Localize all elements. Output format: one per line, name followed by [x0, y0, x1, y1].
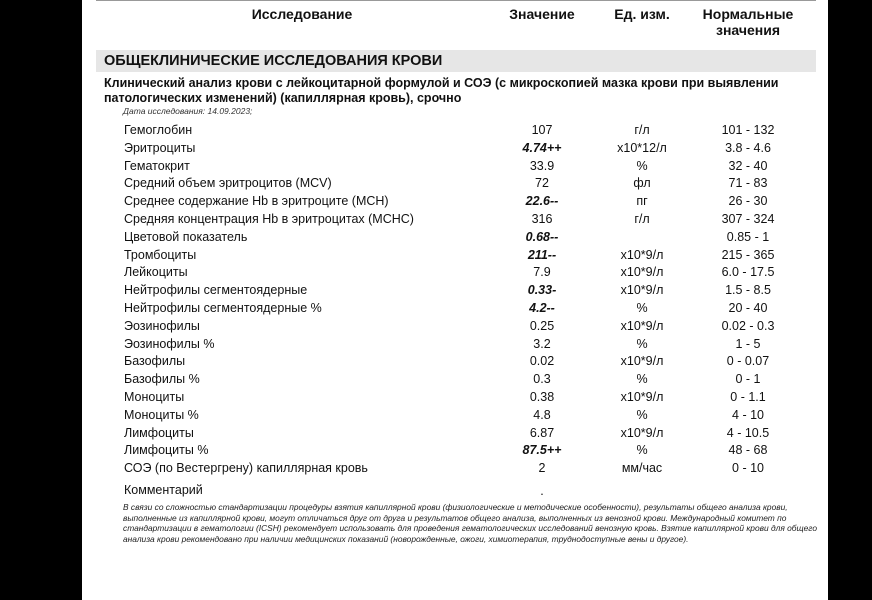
test-norm: 3.8 - 4.6: [725, 140, 771, 155]
test-unit: x10*12/л: [617, 140, 667, 155]
test-name: Средний объем эритроцитов (MCV): [124, 176, 332, 191]
test-norm: 0 - 1: [735, 372, 761, 387]
table-row: [82, 408, 828, 426]
test-value: 87.5++: [522, 443, 562, 458]
test-name: СОЭ (по Вестергрену) капиллярная кровь: [124, 461, 368, 476]
table-row: [82, 461, 828, 479]
test-unit: пг: [636, 194, 648, 209]
section-title: ОБЩЕКЛИНИЧЕСКИЕ ИССЛЕДОВАНИЯ КРОВИ: [104, 53, 443, 69]
test-value: 72: [535, 176, 549, 191]
test-norm: 101 - 132: [721, 123, 775, 137]
test-norm: 4 - 10.5: [726, 425, 770, 440]
table-row: [82, 283, 828, 301]
test-value: 6.87: [529, 425, 555, 440]
test-norm: 1 - 5: [735, 336, 761, 351]
test-value: 0.38: [529, 390, 555, 404]
test-value: 2: [538, 461, 546, 476]
test-value: 0.33-: [527, 283, 557, 298]
test-norm: 0.02 - 0.3: [721, 318, 775, 333]
test-name: Базофилы %: [124, 372, 200, 387]
test-norm: 0 - 10: [732, 461, 764, 476]
table-row: [82, 265, 828, 283]
table-row: [82, 123, 828, 141]
test-value: 33.9: [529, 158, 555, 173]
test-name: Лейкоциты: [124, 265, 188, 280]
table-row: [82, 176, 828, 194]
table-row: [82, 390, 828, 408]
table-row: [82, 159, 828, 177]
test-unit: %: [636, 301, 648, 315]
test-value: 0.68--: [525, 229, 559, 244]
table-row: [82, 248, 828, 266]
table-row: [82, 212, 828, 230]
test-norm: 32 - 40: [728, 158, 768, 173]
test-value: 4.2--: [529, 301, 555, 315]
test-name: Лимфоциты %: [124, 443, 209, 458]
column-header-unit: Ед. изм.: [614, 6, 670, 22]
table-row: [82, 230, 828, 248]
test-value: 22.6--: [525, 194, 559, 209]
test-unit: x10*9/л: [620, 425, 664, 440]
test-name: Моноциты: [124, 390, 185, 404]
comment-value: .: [540, 484, 544, 498]
test-unit: x10*9/л: [620, 247, 664, 262]
test-name: Гематокрит: [124, 158, 190, 173]
table-row: [82, 443, 828, 461]
column-header-value: Значение: [509, 6, 575, 22]
test-name: Базофилы: [124, 354, 186, 369]
test-unit: %: [636, 372, 648, 387]
test-value: 4.8: [533, 407, 551, 422]
footnote: В связи со сложностью стандартизации процедуры взятия капиллярной крови (физиологические и методические особенности), результаты общего анализа крови, выполненные из капиллярной крови, могут отличаться друг от друга и результатов общего анализа, выполненных из венозной крови. Международный комитет по стандартизации в гематологии (ICSH) рекомендует использовать для проведения гематологических исследований венозную кровь. Взятие капиллярной крови для общего анализа крови рекомендовано при наличии медицинских показаний (новорожденные, ожоги, химиотерапия, труднодоступные вены и другое).: [123, 502, 817, 544]
test-value: 107: [531, 123, 553, 137]
column-header-norm: Нормальные значения: [702, 6, 794, 38]
table-row: [82, 354, 828, 372]
study-date: Дата исследования: 14.09.2023;: [123, 106, 253, 116]
column-header-study: Исследование: [251, 6, 353, 22]
test-norm: 20 - 40: [728, 301, 768, 315]
test-name: Тромбоциты: [124, 247, 197, 262]
test-norm: 0.85 - 1: [726, 229, 770, 244]
test-unit: г/л: [634, 123, 650, 137]
test-name: Средняя концентрация Hb в эритроцитах (MCHC): [124, 212, 414, 226]
test-name: Нейтрофилы сегментоядерные %: [124, 301, 322, 315]
test-unit: %: [636, 336, 648, 351]
test-unit: %: [636, 158, 648, 173]
test-name: Нейтрофилы сегментоядерные: [124, 283, 308, 298]
test-unit: x10*9/л: [620, 318, 664, 333]
table-row: [82, 301, 828, 319]
test-name: Гемоглобин: [124, 123, 193, 137]
table-row: [82, 372, 828, 390]
test-name: Эозинофилы: [124, 318, 200, 333]
test-unit: мм/час: [621, 461, 663, 476]
test-unit: %: [636, 407, 648, 422]
table-row: [82, 319, 828, 337]
test-value: 3.2: [533, 336, 551, 351]
test-name: Моноциты %: [124, 407, 199, 422]
test-norm: 71 - 83: [728, 176, 768, 191]
test-value: 0.02: [529, 354, 555, 369]
test-norm: 0 - 1.1: [730, 390, 766, 404]
test-norm: 1.5 - 8.5: [725, 283, 771, 298]
test-value: 4.74++: [522, 140, 562, 155]
test-unit: x10*9/л: [620, 265, 664, 280]
table-row: [82, 141, 828, 159]
table-row: [82, 426, 828, 444]
test-unit: x10*9/л: [620, 283, 664, 298]
test-unit: г/л: [634, 212, 650, 226]
report-page: [82, 0, 828, 600]
comment-label: Комментарий: [124, 483, 203, 497]
test-norm: 26 - 30: [728, 194, 768, 209]
table-row: [82, 194, 828, 212]
test-name: Эозинофилы %: [124, 336, 215, 351]
test-name: Эритроциты: [124, 140, 196, 155]
test-value: 0.25: [529, 318, 555, 333]
test-value: 316: [531, 212, 553, 226]
test-value: 7.9: [533, 265, 551, 280]
test-norm: 0 - 0.07: [726, 354, 770, 369]
test-norm: 307 - 324: [721, 212, 775, 226]
test-name: Среднее содержание Hb в эритроците (MCH): [124, 194, 389, 209]
test-title: Клинический анализ крови с лейкоцитарной формулой и СОЭ (с микроскопией мазка крови при выявлении патологических изменений) (капиллярная кровь), срочно: [104, 76, 779, 105]
test-norm: 4 - 10: [732, 407, 764, 422]
test-value: 0.3: [533, 372, 551, 387]
test-name: Лимфоциты: [124, 425, 194, 440]
test-name: Цветовой показатель: [124, 229, 248, 244]
test-norm: 6.0 - 17.5: [721, 265, 775, 280]
test-norm: 215 - 365: [721, 247, 775, 262]
test-unit: x10*9/л: [620, 354, 664, 369]
test-unit: %: [636, 443, 648, 458]
section-header: [96, 50, 816, 72]
top-divider: [96, 0, 816, 1]
table-row: [82, 337, 828, 355]
test-unit: x10*9/л: [620, 390, 664, 404]
test-value: 211--: [527, 247, 557, 262]
comment-row: [82, 483, 828, 501]
test-unit: фл: [633, 176, 651, 191]
test-norm: 48 - 68: [728, 443, 768, 458]
